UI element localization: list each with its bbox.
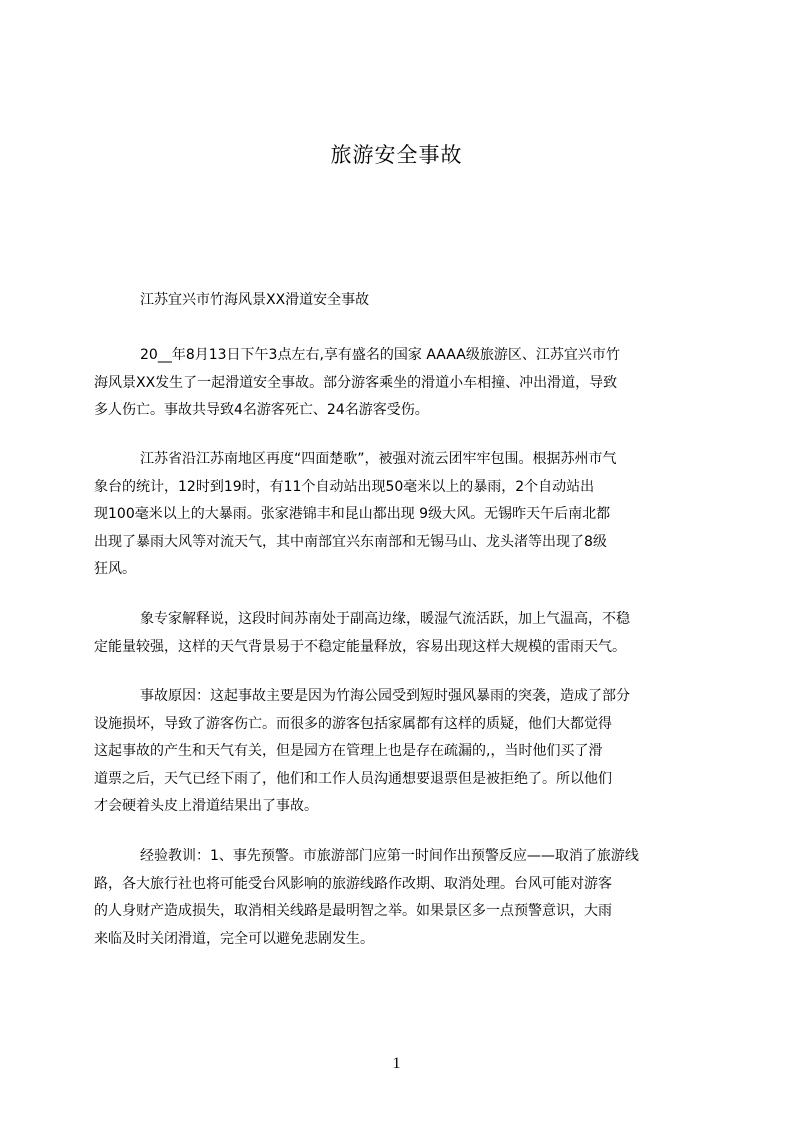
paragraph-weather [94,446,700,584]
paragraph-line: 象专家解释说，这段时间苏南处于副高边缘，暖湿气流活跃，加上气温高，不稳 [140,611,630,627]
paragraph-line: 设施损坏，导致了游客伤亡。而很多的游客包括家属都有这样的质疑，他们大都觉得 [94,715,612,732]
paragraph-line: 道票之后，天气已经下雨了，他们和工作人员沟通想要退票但是被拒绝了。所以他们 [94,770,612,787]
paragraph-expert-explanation [94,606,700,661]
paragraph-line: 多人伤亡。事故共导致4名游客死亡、24名游客受伤。 [94,402,429,418]
paragraph-line: 来临及时关闭滑道，完全可以避免悲剧发生。 [94,930,374,947]
paragraph-line: 20__年8月13日下午3点左右,享有盛名的国家 AAAA级旅游区、江苏宜兴市竹 [140,347,620,363]
paragraph-incident-summary [94,342,700,425]
document-title: 旅游安全事故 [330,143,463,167]
paragraph-line: 现100毫米以上的大暴雨。张家港锦丰和昆山都出现 9级大风。无锡昨天午后南北都 [94,506,611,522]
paragraph-line: 定能量较强，这样的天气背景易于不稳定能量释放，容易出现这样大规模的雷雨天气。 [94,638,626,655]
paragraph-line: 海风景XX发生了一起滑道安全事故。部分游客乘坐的滑道小车相撞、冲出滑道，导致 [94,374,618,391]
paragraph-line: 这起事故的产生和天气有关，但是园方在管理上也是存在疏漏的,，当时他们买了滑 [94,743,603,759]
paragraph-line: 路，各大旅行社也将可能受台风影响的旅游线路作改期、取消处理。台风可能对游客 [94,875,612,892]
page-number: 1 [392,1055,401,1072]
paragraph-line: 的人身财产造成损失，取消相关线路是最明智之举。如果景区多一点预警意识，大雨 [94,903,612,919]
paragraph-line: 出现了暴雨大风等对流天气，其中南部宜兴东南部和无锡马山、龙头渚等出现了8级 [94,533,607,550]
paragraph-line: 狂风。 [94,561,136,577]
paragraph-lessons [94,843,700,953]
paragraph-line: 象台的统计，12时到19时，有11个自动站出现50毫米以上的暴雨，2个自动站出 [94,478,595,495]
paragraph-line: 才会硬着头皮上滑道结果出了事故。 [94,798,318,814]
paragraph-line: 江苏省沿江苏南地区再度“四面楚歌”，被强对流云团牢牢包围。根据苏州市气 [140,451,617,467]
paragraph-cause [94,683,700,821]
paragraph-line: 事故原因：这起事故主要是因为竹海公园受到短时强风暴雨的突袭，造成了部分 [140,688,630,704]
document-subtitle: 江苏宜兴市竹海风景XX滑道安全事故 [140,292,370,308]
paragraph-line: 经验教训：1、事先预警。市旅游部门应第一时间作出预警反应——取消了旅游线 [140,848,639,864]
